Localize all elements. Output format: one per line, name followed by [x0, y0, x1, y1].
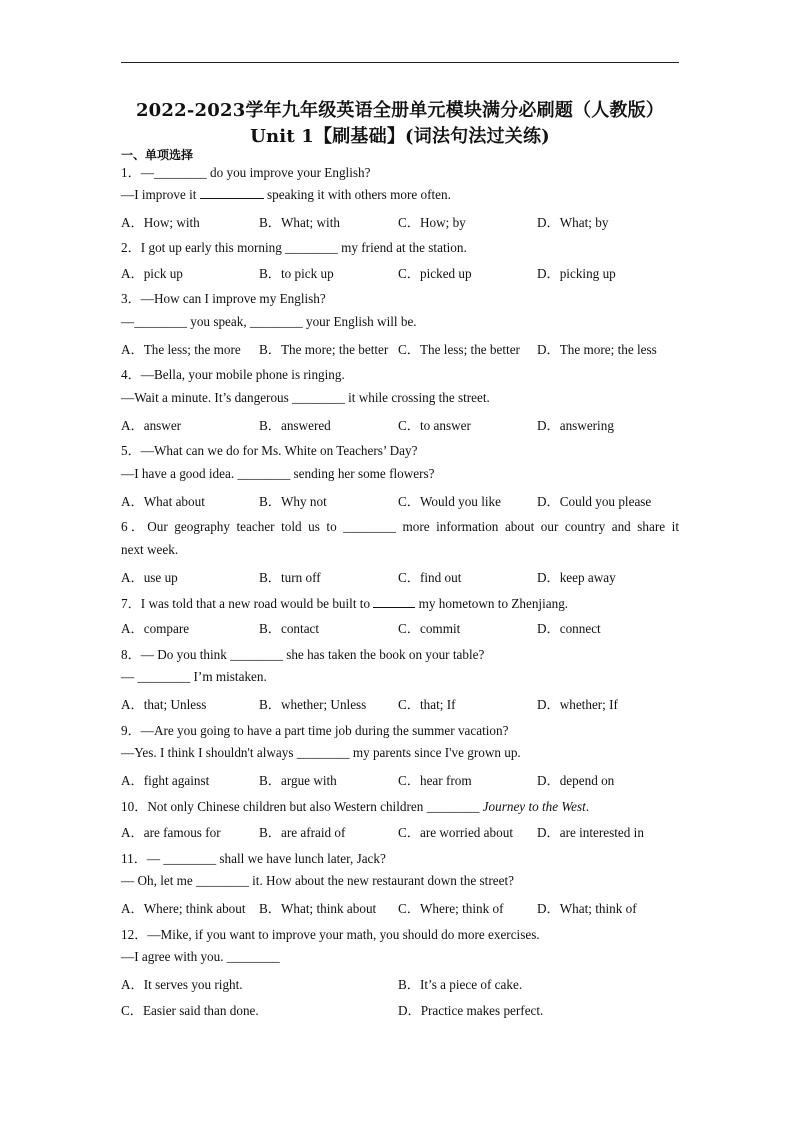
option-b[interactable]: B．whether; Unless	[259, 697, 367, 712]
question-10-stem: 10．Not only Chinese children but also Western children ________ Journey to the West.	[121, 799, 590, 814]
option-a[interactable]: A．Where; think about	[121, 901, 246, 916]
option-c[interactable]: C．that; If	[398, 697, 456, 712]
question-3-stem: 3．—How can I improve my English?	[121, 291, 326, 306]
question-11-reply: — Oh, let me ________ it. How about the new restaurant down the street?	[121, 873, 514, 888]
option-a[interactable]: A．answer	[121, 418, 182, 433]
question-12-stem: 12．—Mike, if you want to improve your math, you should do more exercises.	[121, 927, 540, 942]
option-d[interactable]: D．depend on	[537, 773, 615, 788]
document-subtitle: Unit 1【刷基础】(词法句法过关练)	[250, 126, 550, 147]
option-c[interactable]: C．commit	[398, 621, 461, 636]
question-5-options	[121, 491, 681, 509]
option-c[interactable]: C．find out	[398, 570, 462, 585]
option-b[interactable]: B．Why not	[259, 494, 327, 509]
question-7-options	[121, 618, 681, 636]
option-b[interactable]: B．What; think about	[259, 901, 377, 916]
option-d[interactable]: D．connect	[537, 621, 601, 636]
option-c[interactable]: C．picked up	[398, 266, 472, 281]
question-5-reply: —I have a good idea. ________ sending her some flowers?	[121, 466, 435, 481]
question-8-reply: — ________ I’m mistaken.	[121, 669, 267, 684]
option-a[interactable]: A．use up	[121, 570, 178, 585]
question-9-stem: 9．—Are you going to have a part time job during the summer vacation?	[121, 723, 509, 738]
question-10-options	[121, 822, 681, 840]
question-5-stem: 5．—What can we do for Ms. White on Teachers’ Day?	[121, 443, 418, 458]
question-1-stem: 1．—________ do you improve your English?	[121, 165, 371, 180]
question-8-options	[121, 694, 681, 712]
option-a[interactable]: A．are famous for	[121, 825, 221, 840]
option-d[interactable]: D．What; by	[537, 215, 609, 230]
option-a[interactable]: A．It serves you right.	[121, 977, 243, 992]
option-c[interactable]: C．The less; the better	[398, 342, 520, 357]
option-b[interactable]: B．argue with	[259, 773, 337, 788]
option-b[interactable]: B．to pick up	[259, 266, 334, 281]
option-d[interactable]: D．What; think of	[537, 901, 637, 916]
question-2-stem: 2．I got up early this morning ________ my friend at the station.	[121, 240, 467, 255]
document-title: 2022-2023学年九年级英语全册单元模块满分必刷题（人教版）	[135, 100, 665, 121]
question-1-reply: —I improve it speaking it with others more often.	[121, 187, 451, 202]
option-b[interactable]: B．It’s a piece of cake.	[398, 977, 523, 992]
question-9-reply: —Yes. I think I shouldn't always ________ my parents since I've grown up.	[121, 745, 521, 760]
option-b[interactable]: B．are afraid of	[259, 825, 346, 840]
option-a[interactable]: A．The less; the more	[121, 342, 241, 357]
option-c[interactable]: C．hear from	[398, 773, 472, 788]
question-7-stem: 7．I was told that a new road would be built to my hometown to Zhenjiang.	[121, 596, 569, 611]
book-title: Journey to the West	[482, 799, 586, 814]
option-d[interactable]: D．Practice makes perfect.	[398, 1003, 544, 1018]
option-b[interactable]: B．The more; the better	[259, 342, 389, 357]
option-a[interactable]: A．What about	[121, 494, 205, 509]
option-c[interactable]: C．Would you like	[398, 494, 501, 509]
option-d[interactable]: D．whether; If	[537, 697, 618, 712]
header-rule	[121, 62, 679, 63]
question-9-options	[121, 770, 681, 788]
option-d[interactable]: D．answering	[537, 418, 614, 433]
option-b[interactable]: B．turn off	[259, 570, 321, 585]
question-4-stem: 4．—Bella, your mobile phone is ringing.	[121, 367, 345, 382]
option-b[interactable]: B．What; with	[259, 215, 340, 230]
question-6-options	[121, 567, 681, 585]
option-d[interactable]: D．picking up	[537, 266, 616, 281]
option-d[interactable]: D．are interested in	[537, 825, 644, 840]
question-4-reply: —Wait a minute. It’s dangerous ________ it while crossing the street.	[121, 390, 490, 405]
option-b[interactable]: B．answered	[259, 418, 331, 433]
question-1-options	[121, 212, 681, 230]
question-3-options	[121, 339, 681, 357]
option-c[interactable]: C．How; by	[398, 215, 466, 230]
question-12-reply: —I agree with you. ________	[121, 949, 280, 964]
question-12-options-row2	[121, 1000, 681, 1018]
option-a[interactable]: A．that; Unless	[121, 697, 207, 712]
option-c[interactable]: C．to answer	[398, 418, 471, 433]
option-c[interactable]: C．Easier said than done.	[121, 1003, 259, 1018]
question-11-options	[121, 898, 681, 916]
option-c[interactable]: C．are worried about	[398, 825, 513, 840]
option-a[interactable]: A．pick up	[121, 266, 183, 281]
question-11-stem: 11．— ________ shall we have lunch later, Jack?	[121, 851, 386, 866]
question-8-stem: 8．— Do you think ________ she has taken the book on your table?	[121, 647, 485, 662]
question-6-stem-cont: next week.	[121, 542, 179, 557]
section-title: 一、单项选择	[121, 148, 194, 162]
answer-blank	[200, 188, 264, 199]
option-d[interactable]: D．The more; the less	[537, 342, 657, 357]
option-a[interactable]: A．fight against	[121, 773, 210, 788]
option-a[interactable]: A．compare	[121, 621, 190, 636]
option-b[interactable]: B．contact	[259, 621, 320, 636]
question-4-options	[121, 415, 681, 433]
question-2-options	[121, 263, 681, 281]
question-6-stem: 6．Our geography teacher told us to ________ more information about our country and share it	[121, 519, 679, 534]
answer-blank	[373, 597, 415, 608]
option-d[interactable]: D．keep away	[537, 570, 616, 585]
option-a[interactable]: A．How; with	[121, 215, 200, 230]
option-c[interactable]: C．Where; think of	[398, 901, 504, 916]
option-d[interactable]: D．Could you please	[537, 494, 652, 509]
question-3-reply: —________ you speak, ________ your English will be.	[121, 314, 417, 329]
question-12-options-row1	[121, 974, 681, 992]
